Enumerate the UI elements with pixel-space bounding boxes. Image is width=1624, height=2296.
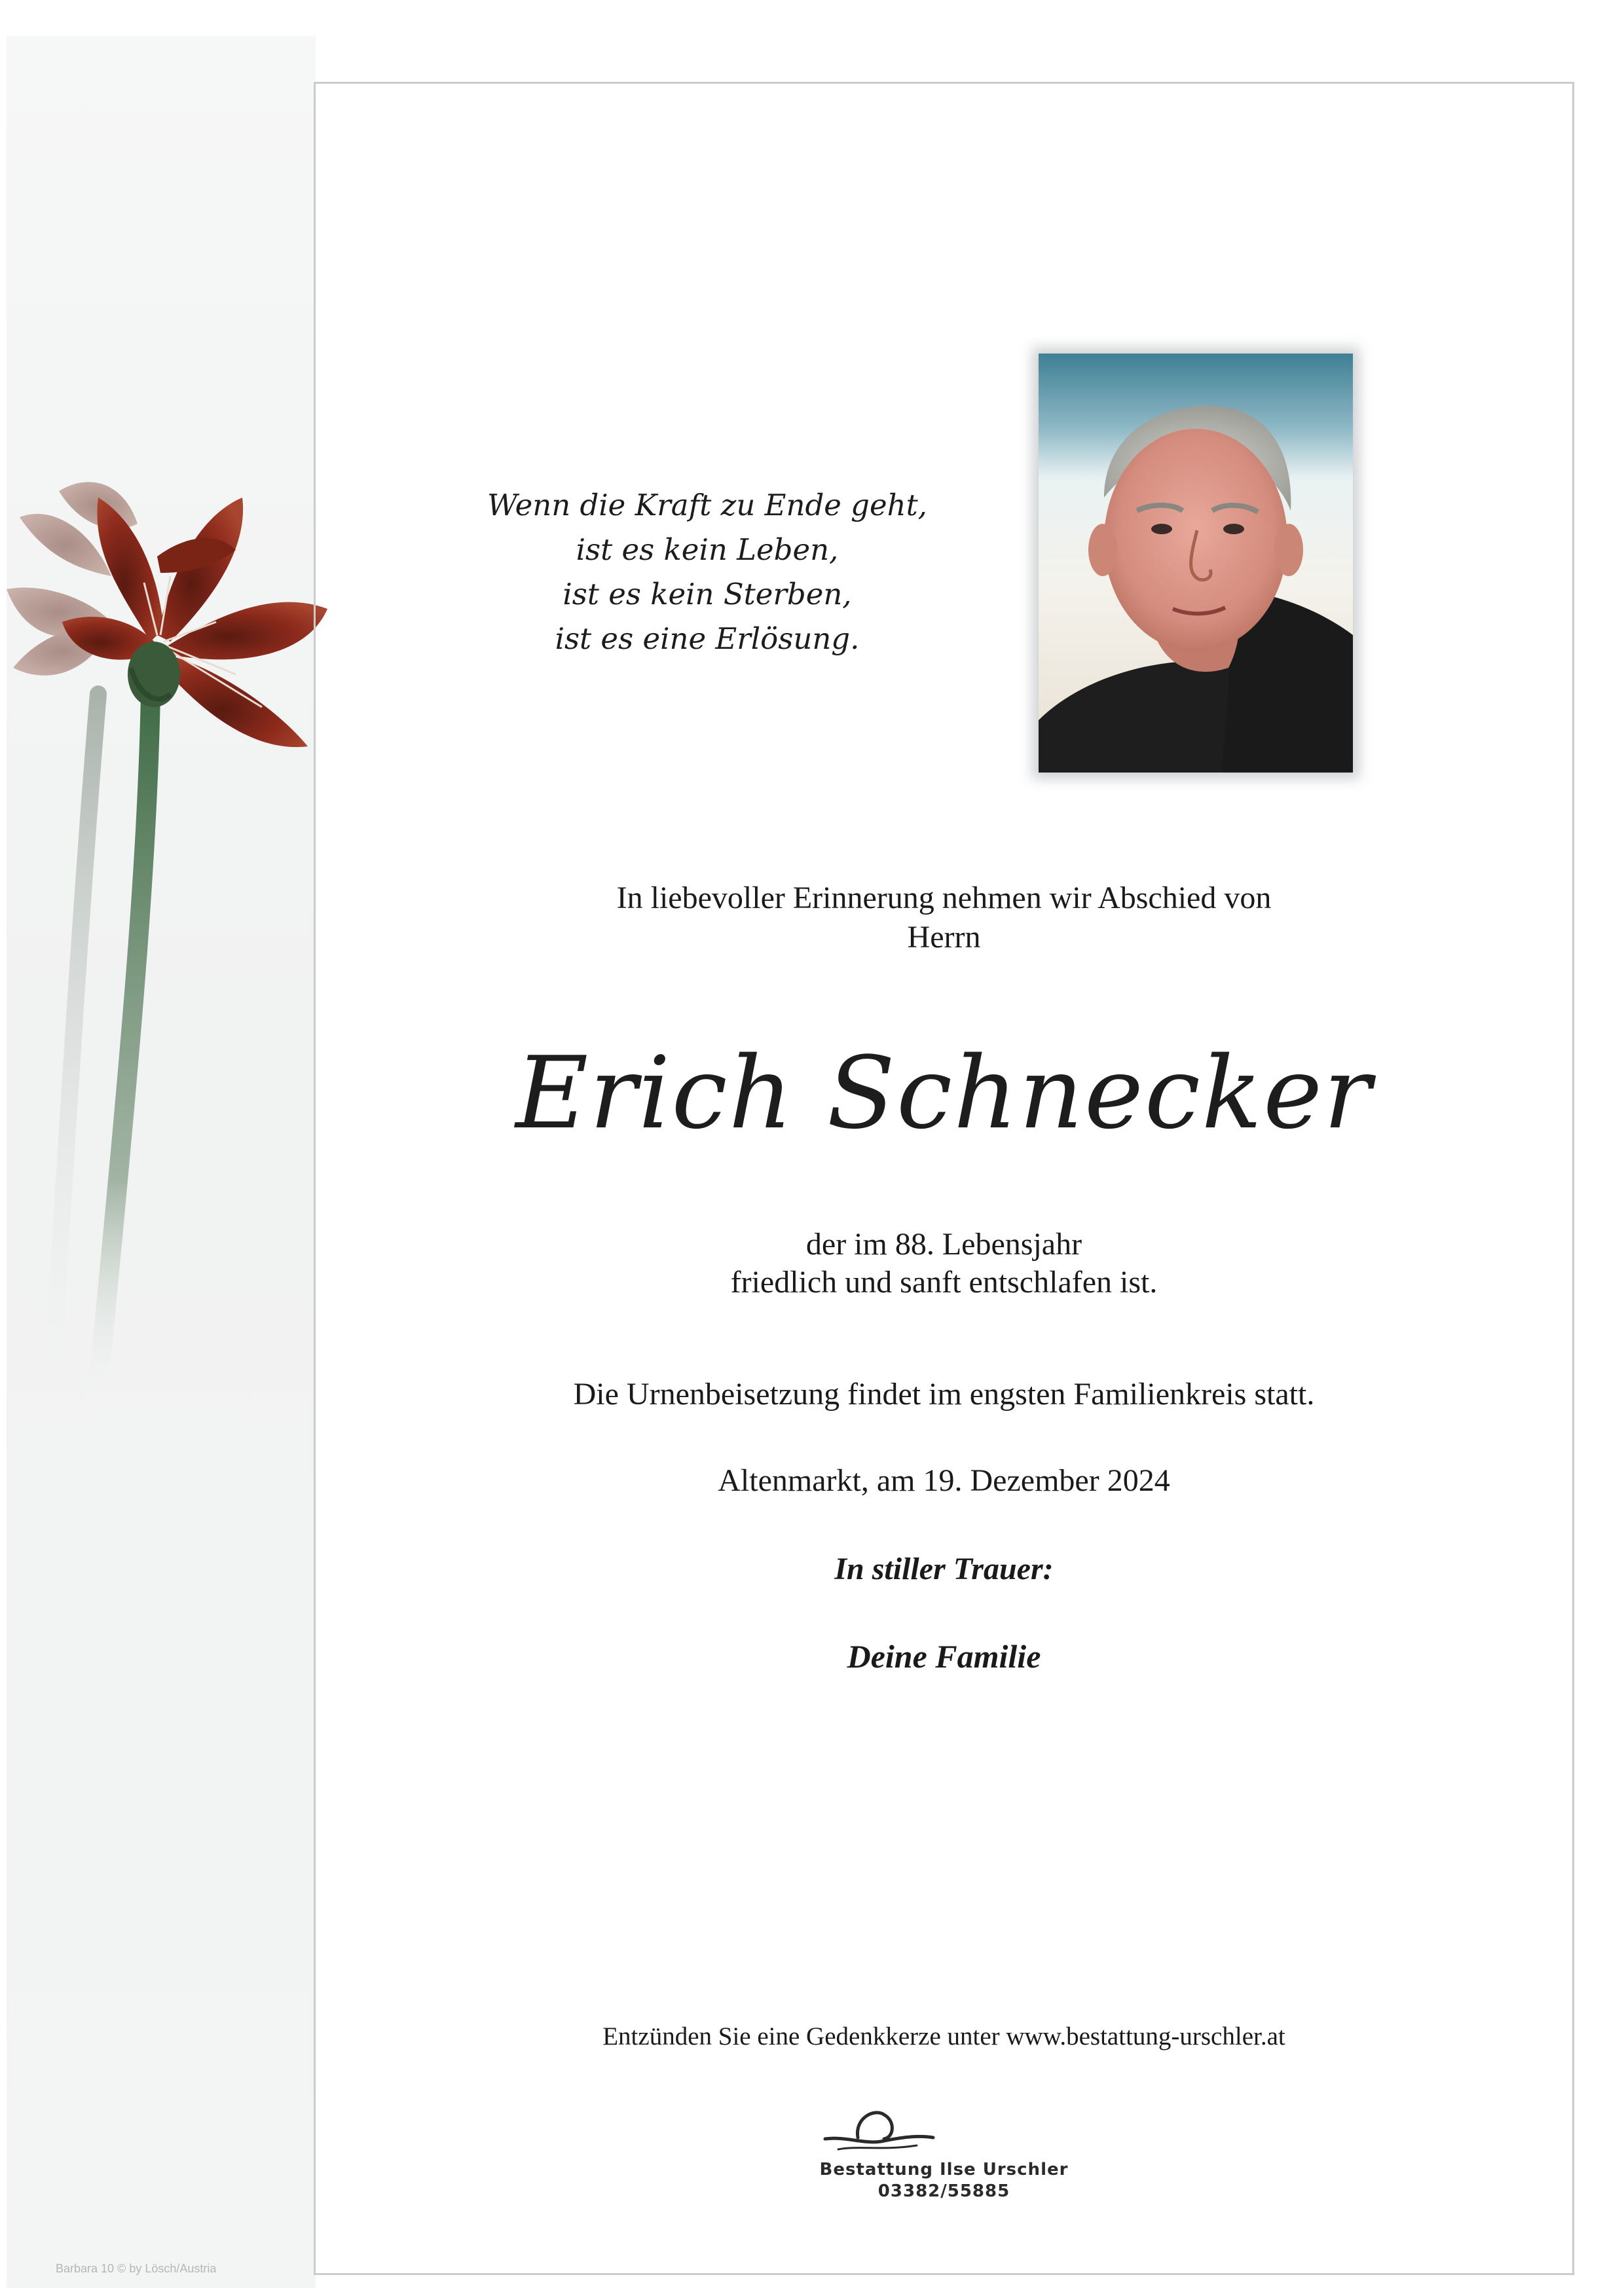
age-statement <box>314 1226 1574 1302</box>
farewell-intro <box>314 879 1574 957</box>
memorial-candle-text: Entzünden Sie eine Gedenkkerze unter www.bestattung-urschler.at <box>602 2022 1285 2050</box>
place-and-date: Altenmarkt, am 19. Dezember 2024 <box>718 1463 1170 1498</box>
amaryllis-flower-illustration <box>0 458 367 1427</box>
poem-line: ist es kein Sterben, <box>563 577 852 611</box>
intro-line: In liebevoller Erinnerung nehmen wir Abschied von <box>616 881 1272 915</box>
copyright-notice: Barbara 10 © by Lösch/Austria <box>56 2262 217 2275</box>
mourning-label: In stiller Trauer: <box>834 1552 1054 1586</box>
memorial-poem <box>445 483 969 661</box>
mourners-signature: Deine Familie <box>847 1638 1041 1675</box>
portrait-image <box>1039 354 1353 773</box>
age-line: der im 88. Lebensjahr <box>805 1227 1082 1262</box>
passing-line: friedlich und sanft entschlafen ist. <box>730 1265 1158 1300</box>
content-frame <box>314 82 1574 2275</box>
funeral-home-logo-icon <box>819 2098 936 2157</box>
portrait-photo <box>1039 354 1353 773</box>
poem-line: Wenn die Kraft zu Ende geht, <box>487 488 927 522</box>
salutation: Herrn <box>907 920 981 955</box>
funeral-home-name: Bestattung Ilse Urschler <box>819 2160 1069 2179</box>
poem-line: ist es eine Erlösung. <box>555 621 860 656</box>
burial-info: Die Urnenbeisetzung findet im engsten Familienkreis statt. <box>573 1377 1315 1412</box>
poem-line: ist es kein Leben, <box>576 532 839 567</box>
deceased-name: Erich Schnecker <box>515 1035 1373 1151</box>
funeral-home-phone: 03382/55885 <box>877 2181 1010 2201</box>
